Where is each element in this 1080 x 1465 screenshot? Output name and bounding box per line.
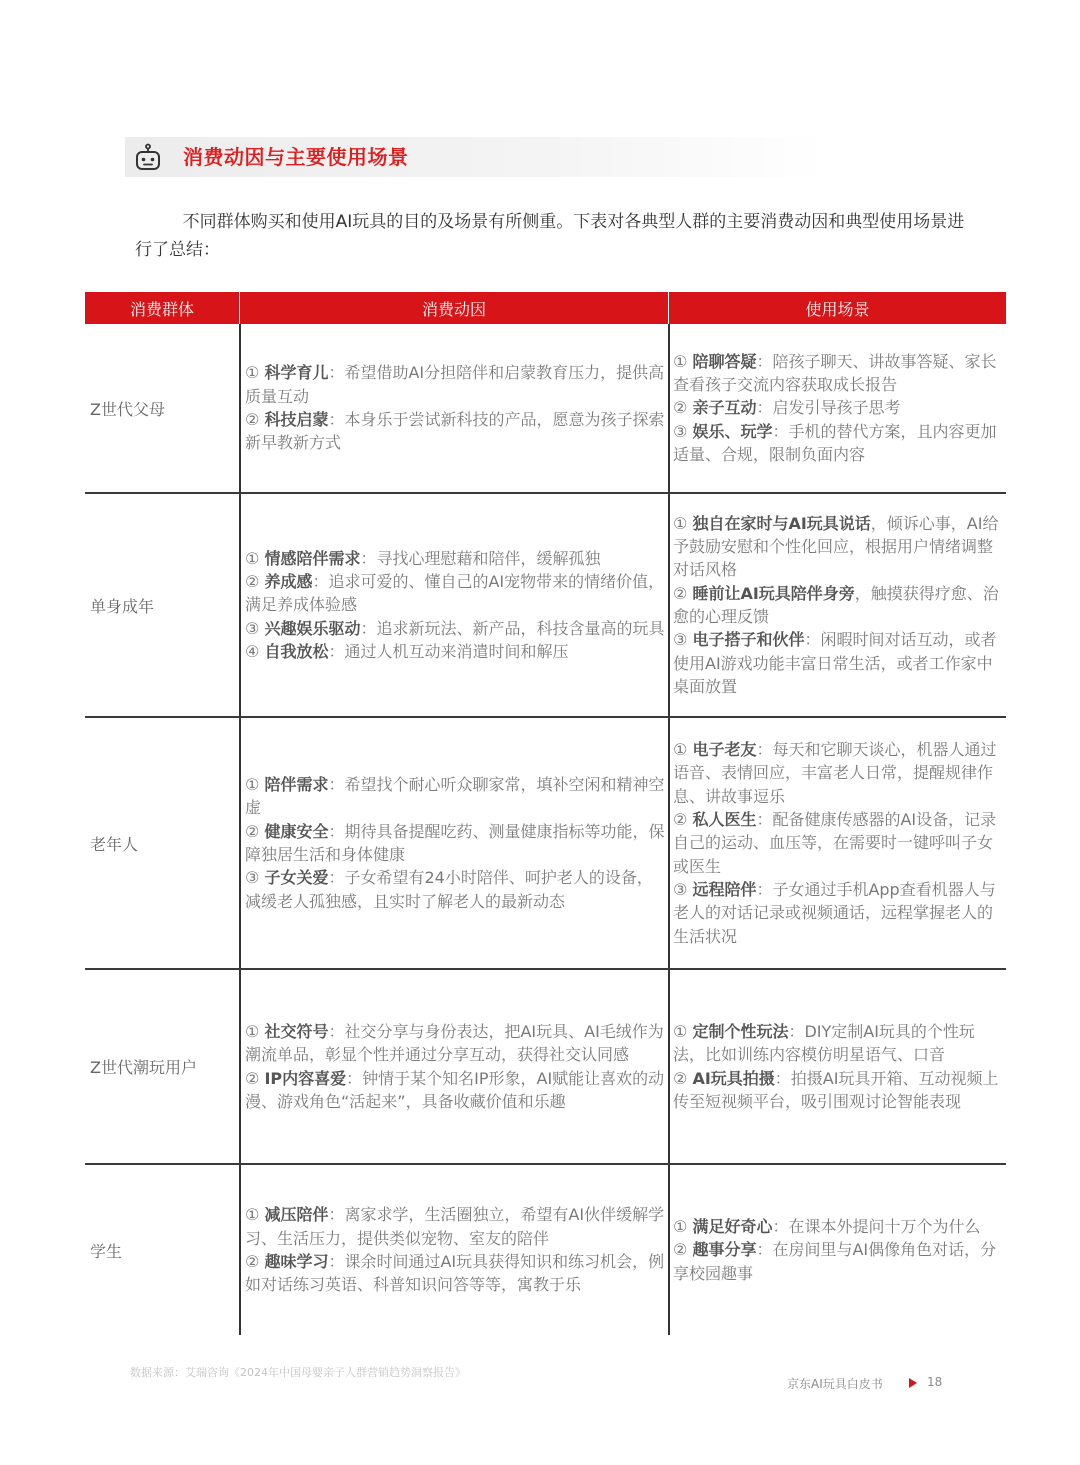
item-title: 子女关爱: [264, 868, 329, 888]
table-body: [85, 324, 1006, 1335]
motive-item: [245, 866, 666, 913]
motive-cell: [239, 1165, 668, 1335]
item-title: 陪伴需求: [264, 775, 329, 795]
item-title: 自我放松: [264, 641, 329, 661]
item-number: ③: [245, 618, 260, 638]
item-title: 私人医生: [692, 810, 757, 830]
item-text: ：子女希望有24小时陪伴、呵护老人的设备，减缓老人孤独感，且实时了解老人的最新动态: [245, 868, 653, 911]
scene-item: [673, 1238, 1004, 1285]
item-number: ②: [673, 583, 688, 603]
scene-item: [673, 396, 1004, 419]
intro-paragraph: 不同群体购买和使用AI玩具的目的及场景有所侧重。下表对各典型人群的主要消费动因和典型使用场景进行了总结：: [135, 212, 965, 260]
scene-cell: [668, 324, 1006, 492]
item-number: ①: [245, 363, 260, 383]
scenes-list: [673, 512, 1004, 698]
group-name: Z世代潮玩用户: [90, 1058, 197, 1077]
item-number: ①: [673, 351, 688, 371]
item-number: ②: [245, 410, 260, 429]
table-row: [85, 1163, 1006, 1335]
item-number: ①: [245, 775, 260, 795]
motives-list: [245, 361, 666, 454]
item-title: 趣味学习: [264, 1252, 329, 1271]
motive-item: [245, 640, 666, 663]
item-title: 陪聊答疑: [692, 351, 757, 371]
group-name: 单身成年: [90, 596, 155, 616]
item-text: ，触摸获得疗愈、治愈的心理反馈: [673, 583, 999, 626]
item-number: ②: [673, 810, 688, 830]
item-title: 独自在家时与AI玩具说话: [692, 513, 871, 533]
item-text: ：在房间里与AI偶像角色对话，分享校园趣事: [673, 1240, 997, 1283]
motivation-table: [85, 292, 1006, 1335]
item-title: 兴趣娱乐驱动: [264, 618, 361, 638]
table-header: [85, 292, 1006, 324]
item-number: ①: [673, 513, 688, 533]
item-text: ：钟情于某个知名IP形象，AI赋能让喜欢的动漫、游戏角色“活起来”，具备收藏价值和乐趣: [245, 1068, 665, 1111]
item-title: 社交符号: [264, 1021, 329, 1041]
scene-item: [673, 1020, 1004, 1067]
item-title: 情感陪伴需求: [264, 548, 361, 568]
motive-cell: [239, 718, 668, 968]
motive-item: [245, 1067, 666, 1114]
item-text: ：闲暇时间对话互动，或者使用AI游戏功能丰富日常生活，或者工作家中桌面放置: [673, 630, 997, 696]
motives-list: [245, 1203, 666, 1296]
item-number: ①: [245, 1205, 260, 1225]
scene-cell: [668, 494, 1006, 716]
item-number: ②: [673, 1240, 688, 1260]
data-source: 数据来源：艾瑞咨询《2024年中国母婴亲子人群营销趋势洞察报告》: [130, 1366, 466, 1379]
item-title: 满足好奇心: [692, 1217, 773, 1237]
scenes-list: [673, 1020, 1004, 1113]
item-text: ：追求新玩法、新产品，科技含量高的玩具: [360, 618, 665, 638]
table-row: [85, 492, 1006, 716]
item-title: IP内容喜爱: [264, 1068, 347, 1088]
robot-icon: [133, 142, 163, 172]
motive-item: [245, 1250, 666, 1297]
item-title: AI玩具拍摄: [692, 1068, 775, 1088]
item-number: ①: [673, 1021, 688, 1041]
item-title: 科技启蒙: [264, 410, 329, 429]
item-title: 电子老友: [692, 740, 757, 760]
item-number: ②: [245, 1252, 260, 1271]
item-text: ：离家求学，生活圈独立，希望有AI伙伴缓解学习、生活压力，提供类似宠物、室友的陪伴: [245, 1205, 665, 1248]
table-row: [85, 324, 1006, 492]
item-text: ：通过人机互动来消遣时间和解压: [328, 641, 569, 661]
item-text: ：手机的替代方案，且内容更加适量、合规，限制负面内容: [673, 421, 997, 464]
group-name: 老年人: [90, 834, 139, 854]
header-motive: 消费动因: [239, 292, 668, 324]
item-number: ②: [673, 398, 688, 418]
motive-cell: [239, 970, 668, 1163]
scene-item: [673, 628, 1004, 698]
motive-item: [245, 570, 666, 617]
item-text: ：在课本外提问十万个为什么: [772, 1217, 981, 1237]
item-text: ：每天和它聊天谈心，机器人通过语音、表情回应，丰富老人日常，提醒规律作息、讲故事逗乐: [673, 740, 997, 806]
scene-cell: [668, 970, 1006, 1163]
motive-item: [245, 547, 666, 570]
item-text: ：希望借助AI分担陪伴和启蒙教育压力，提供高质量互动: [245, 363, 665, 406]
table-row: [85, 968, 1006, 1163]
scene-item: [673, 582, 1004, 629]
item-number: ②: [245, 572, 260, 592]
scene-item: [673, 808, 1004, 878]
motives-list: [245, 1020, 666, 1113]
item-number: ③: [673, 630, 688, 650]
item-number: ①: [673, 1217, 688, 1237]
item-title: 趣事分享: [692, 1240, 757, 1260]
scenes-list: [673, 738, 1004, 948]
scene-cell: [668, 1165, 1006, 1335]
motive-item: [245, 773, 666, 820]
item-text: ：启发引导孩子思考: [756, 398, 901, 418]
scene-item: [673, 738, 1004, 808]
item-title: 亲子互动: [692, 398, 757, 418]
item-title: 养成感: [264, 572, 313, 592]
item-text: ：子女通过手机App查看机器人与老人的对话记录或视频通话，远程掌握老人的生活状况: [673, 879, 996, 946]
item-number: ④: [245, 641, 260, 661]
play-arrow-icon: [909, 1378, 917, 1388]
motive-item: [245, 361, 666, 408]
section-header: [125, 137, 825, 177]
item-title: 健康安全: [264, 821, 329, 841]
group-name: Z世代父母: [90, 399, 165, 419]
scene-item: [673, 420, 1004, 467]
item-text: ：拍摄AI玩具开箱、互动视频上传至短视频平台，吸引围观讨论智能表现: [673, 1068, 999, 1111]
page-number: 18: [927, 1375, 943, 1389]
header-scene: 使用场景: [668, 292, 1006, 324]
motive-item: [245, 820, 666, 867]
item-number: ②: [245, 1068, 260, 1088]
scenes-list: [673, 1215, 1004, 1285]
item-text: ：期待具备提醒吃药、测量健康指标等功能，保障独居生活和身体健康: [245, 821, 665, 864]
scene-item: [673, 1215, 1004, 1238]
item-number: ①: [673, 740, 688, 760]
motive-cell: [239, 324, 668, 492]
item-title: 远程陪伴: [692, 879, 757, 899]
item-text: ：配备健康传感器的AI设备，记录自己的运动、血压等，在需要时一键呼叫子女或医生: [673, 810, 997, 876]
item-title: 电子搭子和伙伴: [692, 630, 805, 650]
item-text: ：DIY定制AI玩具的个性玩法，比如训练内容模仿明星语气、口音: [673, 1021, 975, 1065]
scene-item: [673, 350, 1004, 397]
item-number: ①: [245, 548, 260, 568]
item-number: ②: [245, 821, 260, 841]
item-text: ：课余时间通过AI玩具获得知识和练习机会，例如对话练习英语、科普知识问答等等，寓教于乐: [245, 1252, 665, 1295]
item-number: ③: [673, 421, 688, 441]
item-title: 定制个性玩法: [692, 1021, 789, 1041]
group-name: 学生: [90, 1241, 123, 1261]
scene-cell: [668, 718, 1006, 968]
item-title: 减压陪伴: [264, 1205, 329, 1225]
item-text: ：社交分享与身份表达，把AI玩具、AI毛绒作为潮流单品，彰显个性并通过分享互动，获得社交认同感: [245, 1021, 664, 1065]
motives-list: [245, 773, 666, 913]
item-text: ：本身乐于尝试新科技的产品，愿意为孩子探索新早教新方式: [245, 410, 665, 453]
item-title: 睡前让AI玩具陪伴身旁: [692, 583, 855, 603]
footer-brand: 京东AI玩具白皮书: [787, 1377, 883, 1391]
motive-item: [245, 617, 666, 640]
item-text: ，倾诉心事，AI给予鼓励安慰和个性化回应，根据用户情绪调整对话风格: [673, 513, 999, 580]
motive-item: [245, 408, 666, 455]
item-title: 科学育儿: [264, 363, 329, 383]
item-text: ：希望找个耐心听众聊家常，填补空闲和精神空虚: [245, 775, 665, 818]
item-number: ②: [673, 1068, 688, 1088]
item-number: ③: [245, 868, 260, 888]
table-row: [85, 716, 1006, 968]
item-text: ：陪孩子聊天、讲故事答疑、家长查看孩子交流内容获取成长报告: [673, 351, 997, 395]
motive-item: [245, 1203, 666, 1250]
header-group: 消费群体: [129, 299, 194, 319]
item-text: ：寻找心理慰藉和陪伴，缓解孤独: [360, 548, 601, 568]
item-number: ①: [245, 1021, 260, 1041]
item-number: ③: [673, 879, 688, 899]
section-title: 消费动因与主要使用场景: [183, 145, 409, 169]
motive-item: [245, 1020, 666, 1067]
scenes-list: [673, 350, 1004, 466]
scene-item: [673, 878, 1004, 948]
motives-list: [245, 547, 666, 663]
item-text: ：追求可爱的、懂自己的AI宠物带来的情绪价值，满足养成体验感: [245, 572, 665, 615]
motive-cell: [239, 494, 668, 716]
item-title: 娱乐、玩学: [692, 421, 773, 441]
scene-item: [673, 1067, 1004, 1114]
scene-item: [673, 512, 1004, 582]
